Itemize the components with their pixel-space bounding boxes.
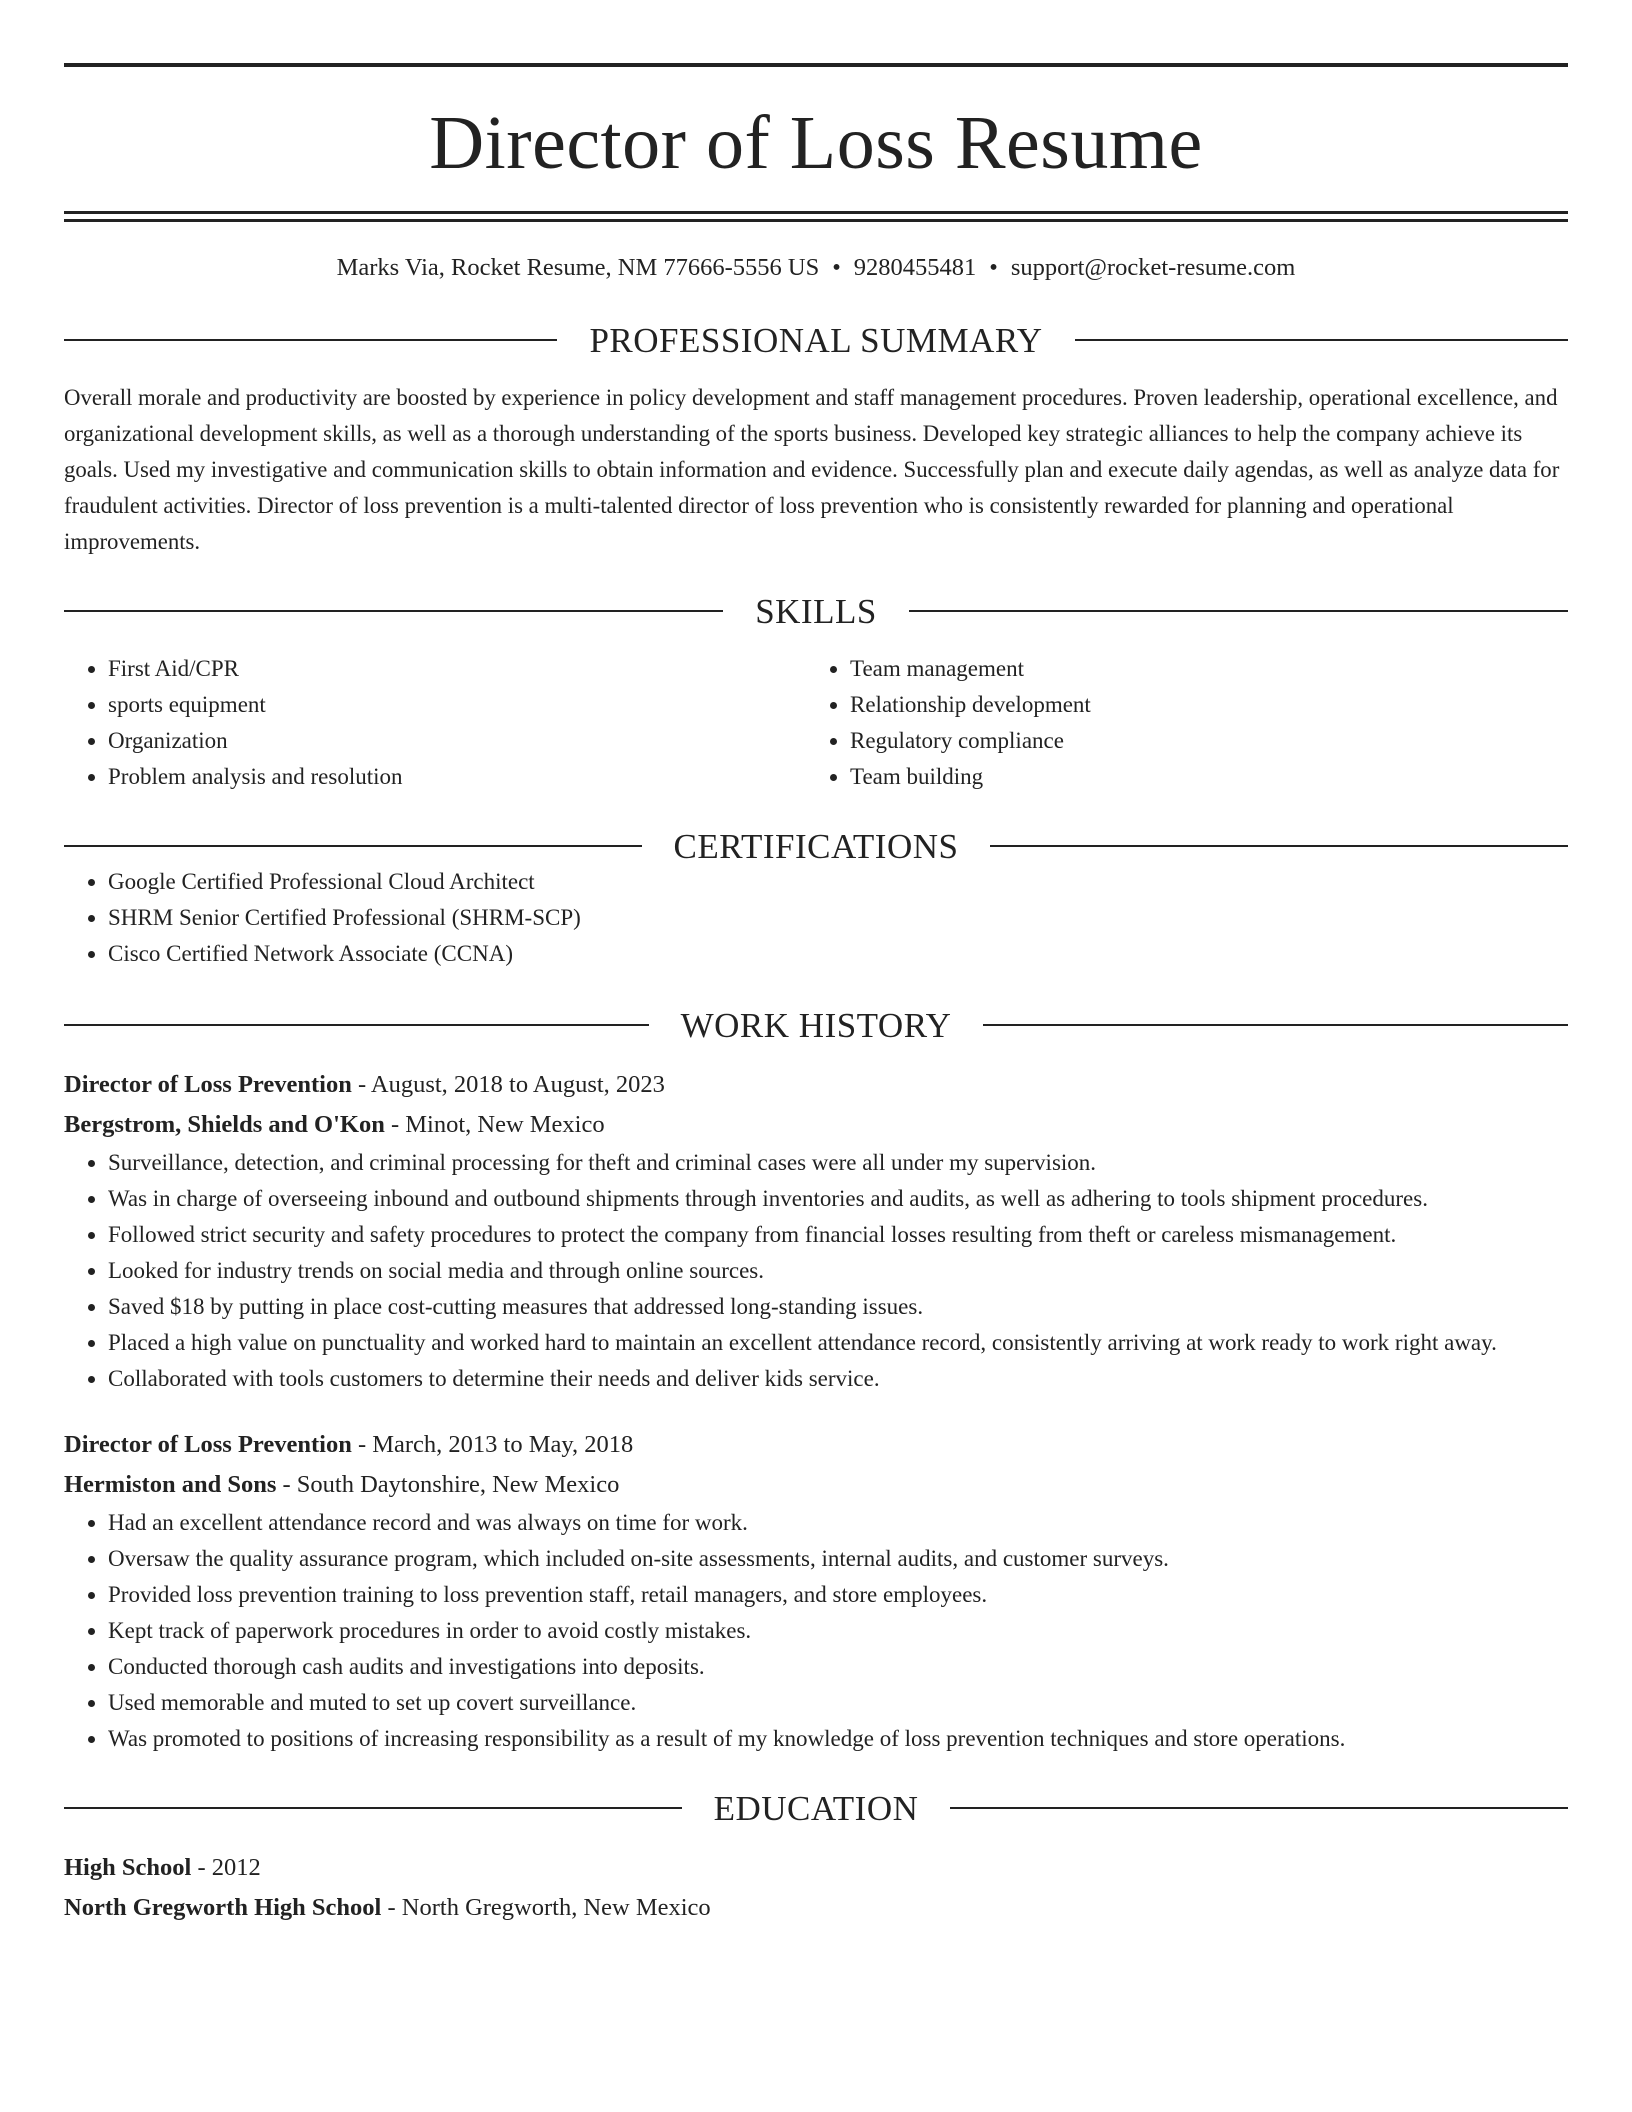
heading-rule-left [64, 1807, 682, 1809]
heading-rule-right [950, 1807, 1568, 1809]
skills-column-left [64, 651, 806, 795]
education-year: - 2012 [191, 1853, 261, 1881]
skill-item: • Regulatory compliance [850, 723, 1548, 759]
job-title: Director of Loss Prevention [64, 1070, 352, 1098]
section-heading-summary [64, 320, 1568, 360]
skill-item: • Problem analysis and resolution [108, 759, 806, 795]
job-title-line [64, 1065, 1568, 1105]
job-bullet: • Surveillance, detection, and criminal processing for theft and criminal cases were all under my supervision. [108, 1145, 1568, 1181]
job-bullet-list [64, 1505, 1568, 1757]
job-location: - Minot, New Mexico [384, 1110, 605, 1138]
heading-rule-right [1075, 339, 1568, 341]
job-bullet: • Followed strict security and safety procedures to protect the company from financial losses resulting from theft or careless mismanagement. [108, 1217, 1568, 1253]
job-bullet: • Kept track of paperwork procedures in order to avoid costly mistakes. [108, 1613, 1568, 1649]
contact-separator: • [989, 254, 998, 281]
job-bullet: • Used memorable and muted to set up covert surveillance. [108, 1685, 1568, 1721]
job-bullet: • Placed a high value on punctuality and worked hard to maintain an excellent attendance record, consistently arriving at work ready to work right away. [108, 1325, 1568, 1361]
education-school: North Gregworth High School [64, 1893, 382, 1921]
skill-item: • sports equipment [108, 687, 806, 723]
section-heading-certifications [64, 826, 1568, 866]
section-heading-skills [64, 591, 1568, 631]
skills-column-right [806, 651, 1548, 795]
contact-line [64, 256, 1568, 281]
job-entry [64, 1065, 1568, 1397]
contact-separator: • [832, 254, 841, 281]
contact-email[interactable]: support@rocket-resume.com [1010, 254, 1296, 281]
education-entry [64, 1848, 1568, 1928]
section-title: SKILLS [755, 591, 877, 631]
heading-rule-left [64, 845, 642, 847]
job-bullet: • Had an excellent attendance record and was always on time for work. [108, 1505, 1568, 1541]
job-entry [64, 1425, 1568, 1757]
education-degree-line [64, 1848, 1568, 1888]
resume-page [64, 0, 1568, 1928]
section-heading-education [64, 1788, 1568, 1828]
job-bullet: • Collaborated with tools customers to determine their needs and deliver kids service. [108, 1361, 1568, 1397]
certification-item: • Google Certified Professional Cloud Architect [108, 864, 1568, 900]
job-dates: - March, 2013 to May, 2018 [351, 1430, 634, 1458]
job-company-line [64, 1105, 1568, 1145]
section-title: PROFESSIONAL SUMMARY [589, 320, 1043, 360]
skill-item: • Relationship development [850, 687, 1548, 723]
heading-rule-left [64, 339, 557, 341]
skill-item: • Team management [850, 651, 1548, 687]
job-company-line [64, 1465, 1568, 1505]
certification-item: • Cisco Certified Network Associate (CCNA) [108, 936, 1568, 972]
contact-phone[interactable]: 9280455481 [853, 254, 977, 281]
resume-title: Director of Loss Resume [429, 101, 1203, 185]
certification-item: • SHRM Senior Certified Professional (SHRM-SCP) [108, 900, 1568, 936]
job-bullet: • Was in charge of overseeing inbound and outbound shipments through inventories and audits, as well as adhering to tools shipment procedures. [108, 1181, 1568, 1217]
heading-rule-right [909, 610, 1568, 612]
job-title: Director of Loss Prevention [64, 1430, 352, 1458]
certification-list [64, 864, 1568, 972]
education-location: - North Gregworth, New Mexico [381, 1893, 711, 1921]
education-degree: High School [64, 1853, 192, 1881]
job-title-line [64, 1425, 1568, 1465]
heading-rule-left [64, 1024, 649, 1026]
heading-rule-right [983, 1024, 1568, 1026]
top-rule [64, 63, 1568, 67]
section-title: EDUCATION [713, 1788, 919, 1828]
heading-rule-right [990, 845, 1568, 847]
section-heading-work-history [64, 1005, 1568, 1045]
section-title: CERTIFICATIONS [673, 826, 959, 866]
job-bullet: • Was promoted to positions of increasing responsibility as a result of my knowledge of loss prevention techniques and store operations. [108, 1721, 1568, 1757]
job-bullet: • Oversaw the quality assurance program, which included on-site assessments, internal audits, and customer surveys. [108, 1541, 1568, 1577]
job-bullet: • Provided loss prevention training to loss prevention staff, retail managers, and store employees. [108, 1577, 1568, 1613]
job-company: Bergstrom, Shields and O'Kon [64, 1110, 385, 1138]
job-bullet: • Saved $18 by putting in place cost-cutting measures that addressed long-standing issues. [108, 1289, 1568, 1325]
job-bullet-list [64, 1145, 1568, 1397]
summary-text: Overall morale and productivity are boosted by experience in policy development and staff management procedures. Proven leadership, operational excellence, and organizational development skills, as well as a thorough understanding of the sports business. Developed key strategic alliances to help the company achieve its goals. Used my investigative and communication skills to obtain information and evidence. Successfully plan and execute daily agendas, as well as analyze data for fraudulent activities. Director of loss prevention is a multi-talented director of loss prevention who is consistently rewarded for planning and operational improvements. [64, 384, 1560, 554]
contact-address: Marks Via, Rocket Resume, NM 77666-5556 US [336, 254, 820, 281]
job-company: Hermiston and Sons [64, 1470, 277, 1498]
skill-item: • First Aid/CPR [108, 651, 806, 687]
job-bullet: • Conducted thorough cash audits and investigations into deposits. [108, 1649, 1568, 1685]
education-school-line [64, 1888, 1568, 1928]
job-bullet: • Looked for industry trends on social media and through online sources. [108, 1253, 1568, 1289]
skills-grid [64, 651, 1568, 795]
skill-item: • Organization [108, 723, 806, 759]
skill-item: • Team building [850, 759, 1548, 795]
job-dates: - August, 2018 to August, 2023 [351, 1070, 665, 1098]
job-location: - South Daytonshire, New Mexico [276, 1470, 620, 1498]
heading-rule-left [64, 610, 723, 612]
section-title: WORK HISTORY [680, 1005, 952, 1045]
title-double-rule [64, 211, 1568, 222]
